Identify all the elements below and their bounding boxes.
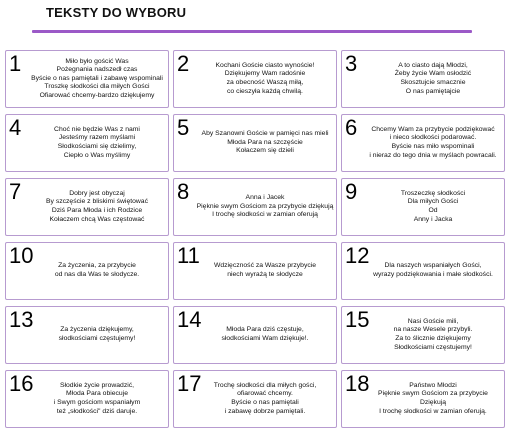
text-option-card[interactable] [5, 114, 169, 172]
text-option-card[interactable] [5, 242, 169, 300]
option-number: 7 [9, 179, 22, 204]
text-option-card[interactable] [173, 178, 337, 236]
text-option-card[interactable] [173, 306, 337, 364]
option-text: Dobry jest obyczaj By szczęście z bliskimi świętować Dziś Para Młoda i ich Rodzice Kołaczem chcą Was częstować [46, 189, 148, 223]
option-number: 2 [177, 51, 190, 76]
option-text: Miło było gościć Was Pożegnania nadszedł czas Byście o nas pamiętali i zabawę wspominali Troszkę słodkości dla miłych Gości Ofiarować chcemy-bardzo dziękujemy [31, 57, 163, 99]
option-number: 5 [177, 115, 190, 140]
option-number: 12 [345, 243, 370, 268]
option-text: Troszeczkę słodkości Dla miłych Gości Od Anny i Jacka [400, 189, 466, 223]
option-number: 9 [345, 179, 358, 204]
option-number: 17 [177, 371, 202, 396]
option-text: Za życzenia, za przybycie od nas dla Was te słodycze. [54, 262, 140, 278]
option-text: A to ciasto dają Młodzi, Żeby życie Wam osłodzić Skosztujcie smacznie O nas pamiętajcie [394, 61, 472, 95]
option-number: 14 [177, 307, 202, 332]
text-option-card[interactable] [173, 242, 337, 300]
text-option-card[interactable] [173, 370, 337, 428]
option-number: 11 [177, 243, 200, 268]
option-text: Chcemy Wam za przybycie podziękować i nieco słodkości podarować. Byście nas miło wspominali i nieraz do tego dnia w myślach powracali. [369, 125, 497, 159]
option-number: 3 [345, 51, 358, 76]
text-option-card[interactable] [5, 306, 169, 364]
option-number: 6 [345, 115, 358, 140]
text-option-card[interactable] [173, 50, 337, 108]
option-text: Dla naszych wspaniałych Gości, wyrazy podziękowania i małe słodkości. [373, 262, 493, 278]
text-option-card[interactable] [341, 242, 505, 300]
text-options-grid [5, 50, 505, 428]
text-option-card[interactable] [341, 50, 505, 108]
option-number: 13 [9, 307, 34, 332]
option-text: Młoda Para dziś częstuje, słodkościami Wam dziękuje!. [221, 326, 309, 342]
text-option-card[interactable] [341, 306, 505, 364]
text-option-card[interactable] [5, 178, 169, 236]
text-option-card[interactable] [5, 50, 169, 108]
option-text: Państwo Młodzi Pięknie swym Gościom za przybycie Dziękują I trochę słodkości w zamian oferują. [378, 381, 488, 415]
text-option-card[interactable] [173, 114, 337, 172]
option-text: Nasi Goście mili, na nasze Wesele przybyli. Za to ślicznie dziękujemy Słodkościami częstujemy! [393, 317, 473, 351]
option-number: 15 [345, 307, 370, 332]
option-number: 4 [9, 115, 22, 140]
option-text: Wdzięczność za Wasze przybycie niech wyrażą te słodycze [213, 262, 317, 278]
text-option-card[interactable] [341, 114, 505, 172]
option-number: 16 [9, 371, 34, 396]
option-text: Kochani Goście ciasto wynoście! Dziękujemy Wam radośnie za obecność Waszą miłą, co cieszyła każdą chwilą. [215, 61, 315, 95]
option-text: Aby Szanowni Goście w pamięci nas mieli Młoda Para na szczęście Kołaczem się dzieli [201, 130, 329, 155]
text-option-card[interactable] [5, 370, 169, 428]
option-number: 10 [9, 243, 34, 268]
text-option-card[interactable] [341, 370, 505, 428]
option-text: Słodkie życie prowadzić, Młoda Para obiecuje i Swym gościom wspaniałym też „słodkości" dziś daruje. [53, 381, 141, 415]
option-text: Trochę słodkości dla miłych gości, ofiarować chcemy. Byście o nas pamiętali i zabawę dobrze pamiętali. [213, 381, 317, 415]
option-number: 8 [177, 179, 190, 204]
text-option-card[interactable] [341, 178, 505, 236]
title-underline [32, 30, 472, 33]
option-text: Choć nie będzie Was z nami Jesteśmy razem myślami Słodkościami się dzielimy, Ciepło o Was myślimy [54, 125, 140, 159]
option-text: Anna i Jacek Pięknie swym Gościom za przybycie dziękują I trochę słodkości w zamian oferują [196, 194, 334, 219]
option-number: 1 [9, 51, 22, 76]
option-number: 18 [345, 371, 370, 396]
page-title: TEKSTY DO WYBORU [46, 5, 187, 20]
option-text: Za życzenia dziękujemy, słodkościami częstujemy! [58, 326, 136, 342]
